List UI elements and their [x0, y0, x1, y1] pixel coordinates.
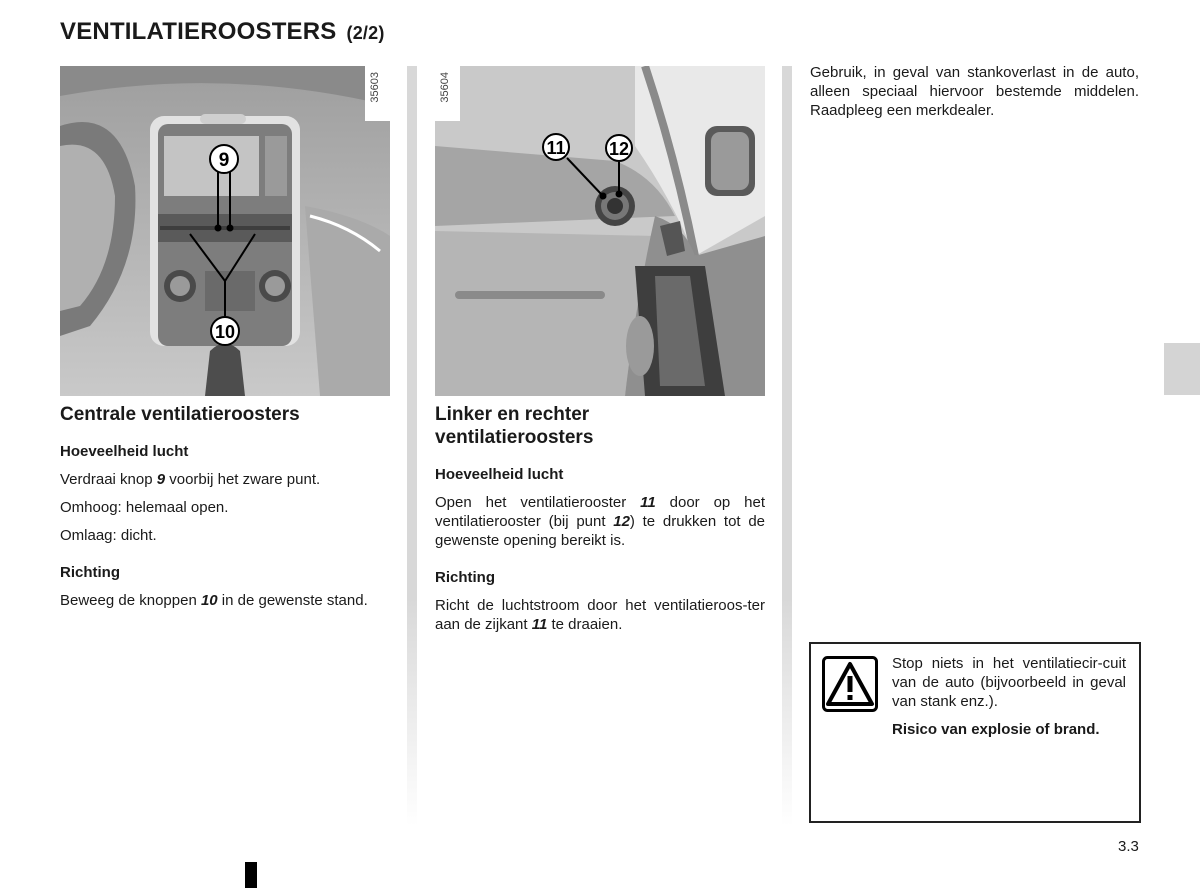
image-reference-number: 35604	[439, 72, 451, 103]
svg-text:11: 11	[546, 138, 566, 158]
callout-9	[210, 145, 238, 173]
warning-box	[809, 642, 1141, 823]
section-thumb-tab	[1164, 343, 1200, 395]
callout-11	[543, 134, 569, 160]
svg-text:12: 12	[608, 139, 630, 159]
warning-triangle-icon	[822, 656, 878, 712]
paragraph-side-direction: Richt de luchtstroom door het ventilatieroos-ter aan de zijkant 11 te draaien.	[435, 597, 765, 633]
side-vents-heading: Linker en rechter ventilatieroosters	[435, 404, 594, 448]
air-volume-subheading: Hoeveelheid lucht	[60, 443, 189, 460]
callout-12	[606, 135, 632, 161]
callout-10	[211, 317, 239, 345]
paragraph-direction: Beweeg de knoppen 10 in de gewenste stand.	[60, 592, 368, 609]
page-title-part: (2/2)	[346, 23, 385, 43]
photo-side-vents	[435, 66, 765, 396]
paragraph-down: Omlaag: dicht.	[60, 527, 157, 544]
warning-text: Stop niets in het ventilatiecir-cuit van de auto (bijvoorbeeld in geval van stank enz.).	[892, 655, 1126, 710]
page-title-text: VENTILATIEROOSTERS	[60, 18, 337, 45]
svg-text:10: 10	[214, 322, 236, 342]
paragraph-up: Omhoog: helemaal open.	[60, 499, 229, 516]
column-divider-1	[407, 66, 417, 826]
column-divider-2	[782, 66, 792, 826]
air-volume-subheading: Hoeveelheid lucht	[435, 466, 564, 483]
image-reference-number: 35603	[369, 72, 381, 103]
warning-risk-text: Risico van explosie of brand.	[892, 721, 1100, 738]
page-title	[60, 18, 385, 46]
svg-text:9: 9	[218, 150, 230, 171]
photo-central-vents	[60, 66, 390, 396]
paragraph-knob: Verdraai knop 9 voorbij het zware punt.	[60, 471, 321, 488]
paragraph-open-vent: Open het ventilatierooster 11 door op het ventilatierooster (bij punt 12) te drukken tot de gewenste opening bereikt is.	[435, 494, 766, 549]
direction-subheading: Richting	[435, 569, 495, 586]
crop-mark	[245, 862, 257, 888]
odour-advice-paragraph: Gebruik, in geval van stankoverlast in de auto, alleen speciaal hiervoor bestemde middelen. Raadpleeg een merkdealer.	[810, 64, 1139, 119]
central-vents-heading: Centrale ventilatieroosters	[60, 404, 300, 425]
direction-subheading: Richting	[60, 564, 120, 581]
page-number: 3.3	[1118, 838, 1139, 855]
